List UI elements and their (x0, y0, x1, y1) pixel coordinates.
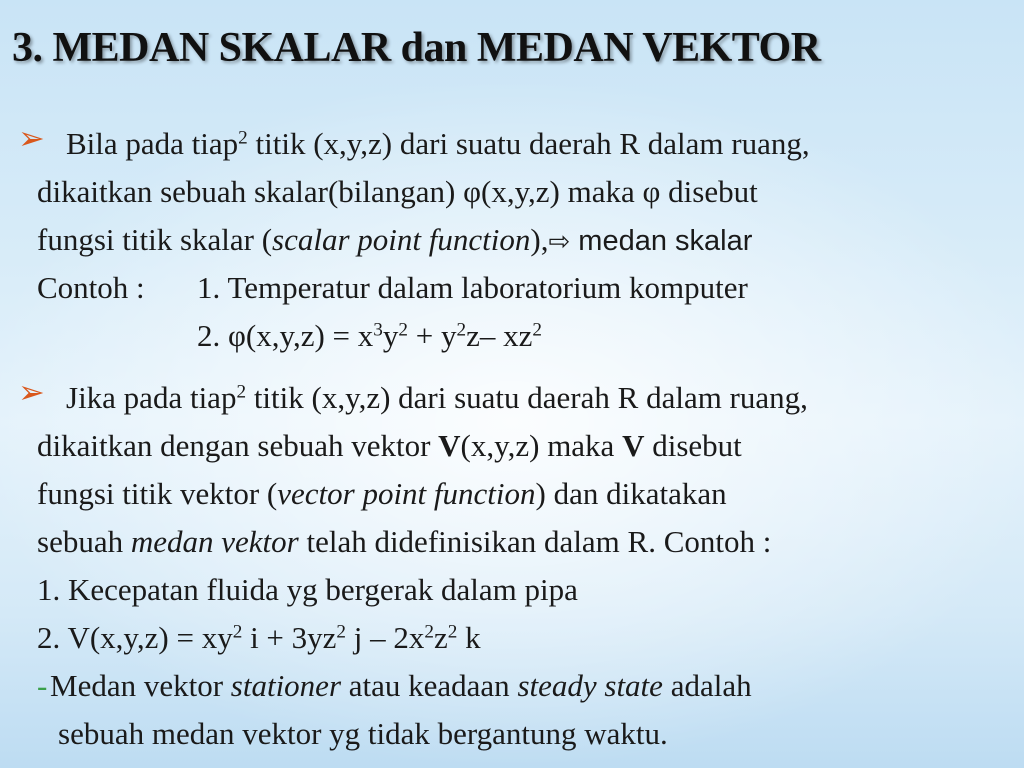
section2-line3: fungsi titik vektor (vector point function) dan dikatakan (37, 476, 727, 511)
arrow-bullet-icon: ➢ (18, 373, 45, 411)
section2-line4: sebuah medan vektor telah didefinisikan dalam R. Contoh : (37, 524, 772, 559)
slide-title: 3. MEDAN SKALAR dan MEDAN VEKTOR (12, 25, 821, 71)
section1-line1: Bila pada tiap$^2$ titik (x,y,z) dari suatu daerah R dalam ruang, (66, 126, 810, 161)
section2-line2: dikaitkan dengan sebuah vektor V(x,y,z) maka V disebut (37, 428, 742, 463)
section1-line5: 2. $\varphi(x,y,z) = x^3y^2 + y^2z-$ $xz^2$ (197, 318, 542, 353)
section1-line2: dikaitkan sebuah skalar(bilangan) φ(x,y,z) maka φ disebut (37, 174, 758, 209)
section2-line8: sebuah medan vektor yg tidak bergantung waktu. (58, 716, 668, 751)
right-arrow-icon: ⇨ (548, 227, 571, 257)
section1-line3: fungsi titik skalar (scalar point function),⇨ medan skalar (37, 222, 753, 257)
arrow-bullet-icon: ➢ (18, 119, 45, 157)
dash-bullet: - (37, 668, 48, 703)
section1-line4-label: Contoh : (37, 270, 145, 305)
section2-line7: Medan vektor stationer atau keadaan steady state adalah (50, 668, 752, 703)
section2-line1: Jika pada tiap$^2$ titik (x,y,z) dari suatu daerah R dalam ruang, (66, 380, 808, 415)
section2-line6: 2. $V(x,y,z) = xy^2$ $i + 3yz^2$ j – $2x^2z^2$ k (37, 620, 481, 655)
section2-line5: 1. Kecepatan fluida yg bergerak dalam pipa (37, 572, 578, 607)
section1-line4-example: 1. Temperatur dalam laboratorium komputer (197, 270, 748, 305)
